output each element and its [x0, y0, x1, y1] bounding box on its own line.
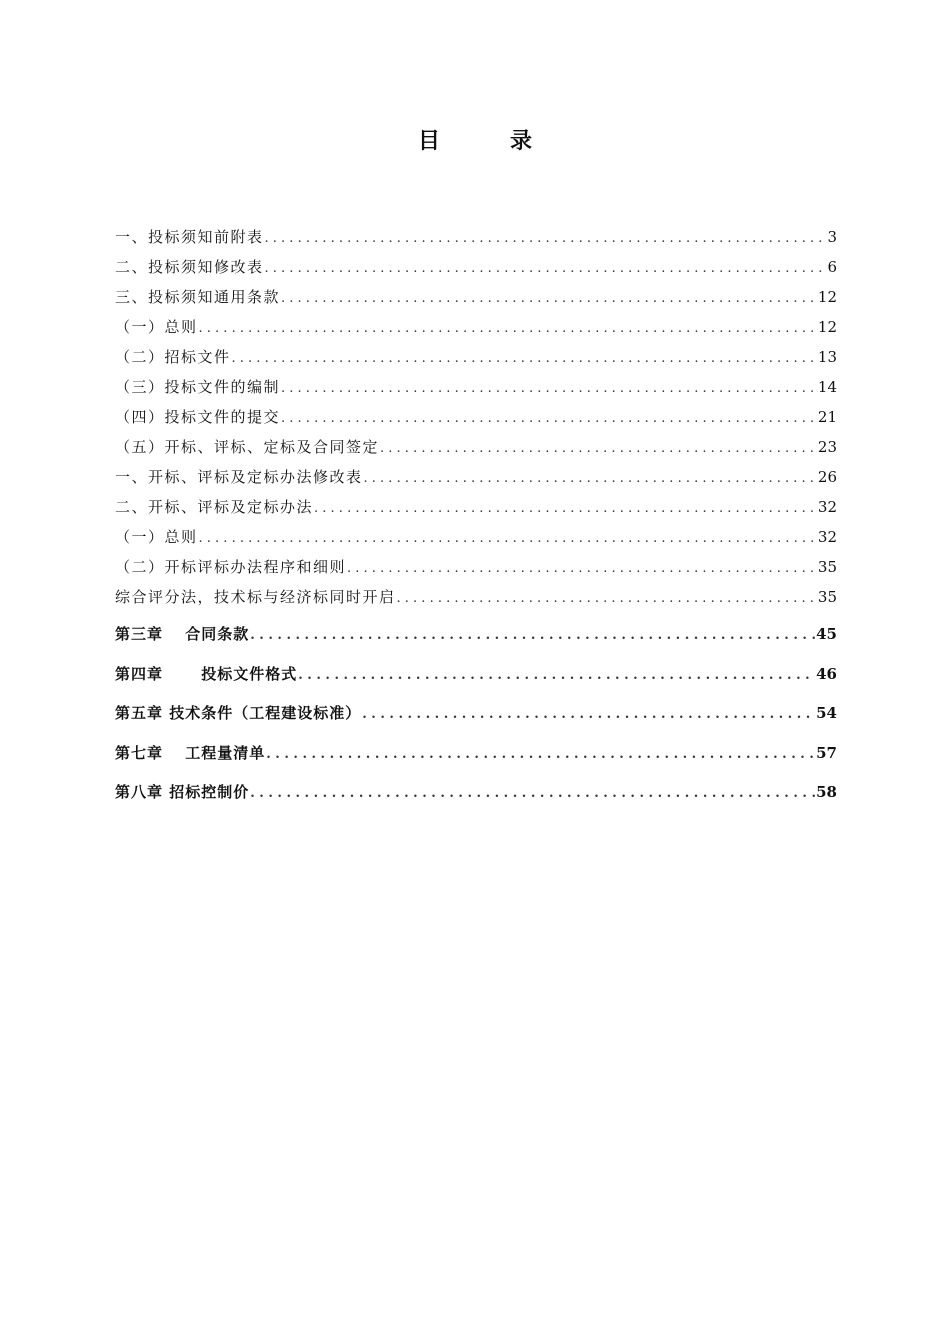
toc-entry[interactable] — [115, 402, 837, 432]
dot-leader — [232, 342, 817, 374]
toc-entry-label: （一）总则 — [115, 318, 198, 336]
dot-leader — [265, 252, 827, 284]
toc-page-number: 26 — [817, 468, 837, 486]
toc-entry-label: （三）投标文件的编制 — [115, 378, 281, 396]
dot-leader — [362, 694, 815, 735]
toc-entry-label: 二、开标、评标及定标办法 — [115, 498, 314, 516]
toc-entry-label: 综合评分法，技术标与经济标同时开启 — [115, 588, 396, 606]
toc-chapter-entry[interactable] — [115, 773, 837, 813]
dot-leader — [397, 582, 817, 614]
toc-page-number: 32 — [817, 498, 837, 516]
toc-entry[interactable] — [115, 582, 837, 612]
toc-entry[interactable] — [115, 282, 837, 312]
dot-leader — [250, 773, 815, 814]
toc-entry-label: （四）投标文件的提交 — [115, 408, 281, 426]
toc-entry[interactable] — [115, 522, 837, 552]
toc-entry-label: （二）招标文件 — [115, 348, 231, 366]
toc-chapter-label: 第三章 合同条款 — [115, 625, 250, 643]
toc-chapter-entry[interactable] — [115, 694, 837, 734]
dot-leader — [199, 522, 817, 554]
toc-entry-label: 一、开标、评标及定标办法修改表 — [115, 468, 363, 486]
toc-entry-label: 三、投标须知通用条款 — [115, 288, 281, 306]
toc-page-number: 35 — [817, 558, 837, 576]
toc-entry-label: 一、投标须知前附表 — [115, 228, 264, 246]
toc-page-number: 46 — [816, 664, 837, 683]
dot-leader — [281, 282, 817, 314]
toc-entry-label: 二、投标须知修改表 — [115, 258, 264, 276]
toc-page-number: 14 — [817, 378, 837, 396]
toc-entry[interactable] — [115, 462, 837, 492]
toc-chapter-label: 第七章 工程量清单 — [115, 743, 266, 762]
dot-leader — [314, 492, 817, 524]
dot-leader — [347, 552, 817, 584]
toc-entry[interactable] — [115, 492, 837, 522]
toc-page-number: 45 — [816, 625, 837, 643]
toc-entry[interactable] — [115, 342, 837, 372]
toc-page-number: 58 — [816, 783, 837, 801]
toc-chapter-entry[interactable] — [115, 655, 837, 695]
toc-page-number: 13 — [817, 348, 837, 366]
dot-leader — [265, 222, 827, 254]
toc-chapter-entry[interactable] — [115, 734, 837, 774]
toc-page-number: 3 — [827, 228, 837, 246]
toc-entry-label: （一）总则 — [115, 528, 198, 546]
page-title: 目 录 — [417, 128, 556, 154]
dot-leader — [364, 462, 817, 494]
toc-entry[interactable] — [115, 222, 837, 252]
toc-page-number: 54 — [816, 704, 837, 722]
toc-chapter-label: 第四章 投标文件格式 — [115, 664, 298, 683]
toc-chapter-label: 第五章 技术条件（工程建设标准） — [115, 704, 362, 722]
toc-entry-label: （五）开标、评标、定标及合同签定 — [115, 438, 380, 456]
toc-page-number: 6 — [827, 258, 837, 276]
toc-entry[interactable] — [115, 372, 837, 402]
toc-chapter-entry[interactable] — [115, 615, 837, 655]
toc-entry[interactable] — [115, 312, 837, 342]
dot-leader — [281, 372, 817, 404]
table-of-contents — [115, 222, 837, 813]
toc-page-number: 12 — [817, 288, 837, 306]
dot-leader — [281, 402, 817, 434]
dot-leader — [298, 655, 815, 696]
toc-entry[interactable] — [115, 252, 837, 282]
toc-entry-label: （二）开标评标办法程序和细则 — [115, 558, 347, 576]
toc-page-number: 23 — [817, 438, 837, 456]
dot-leader — [199, 312, 817, 344]
toc-chapter-label: 第八章 招标控制价 — [115, 783, 250, 801]
toc-entry[interactable] — [115, 432, 837, 462]
dot-leader — [266, 734, 815, 775]
toc-page-number: 12 — [817, 318, 837, 336]
toc-page-number: 35 — [817, 588, 837, 606]
toc-page-number: 57 — [816, 743, 837, 762]
toc-page-number: 32 — [817, 528, 837, 546]
toc-entry[interactable] — [115, 552, 837, 582]
toc-page-number: 21 — [817, 408, 837, 426]
dot-leader — [380, 432, 817, 464]
dot-leader — [250, 615, 815, 656]
